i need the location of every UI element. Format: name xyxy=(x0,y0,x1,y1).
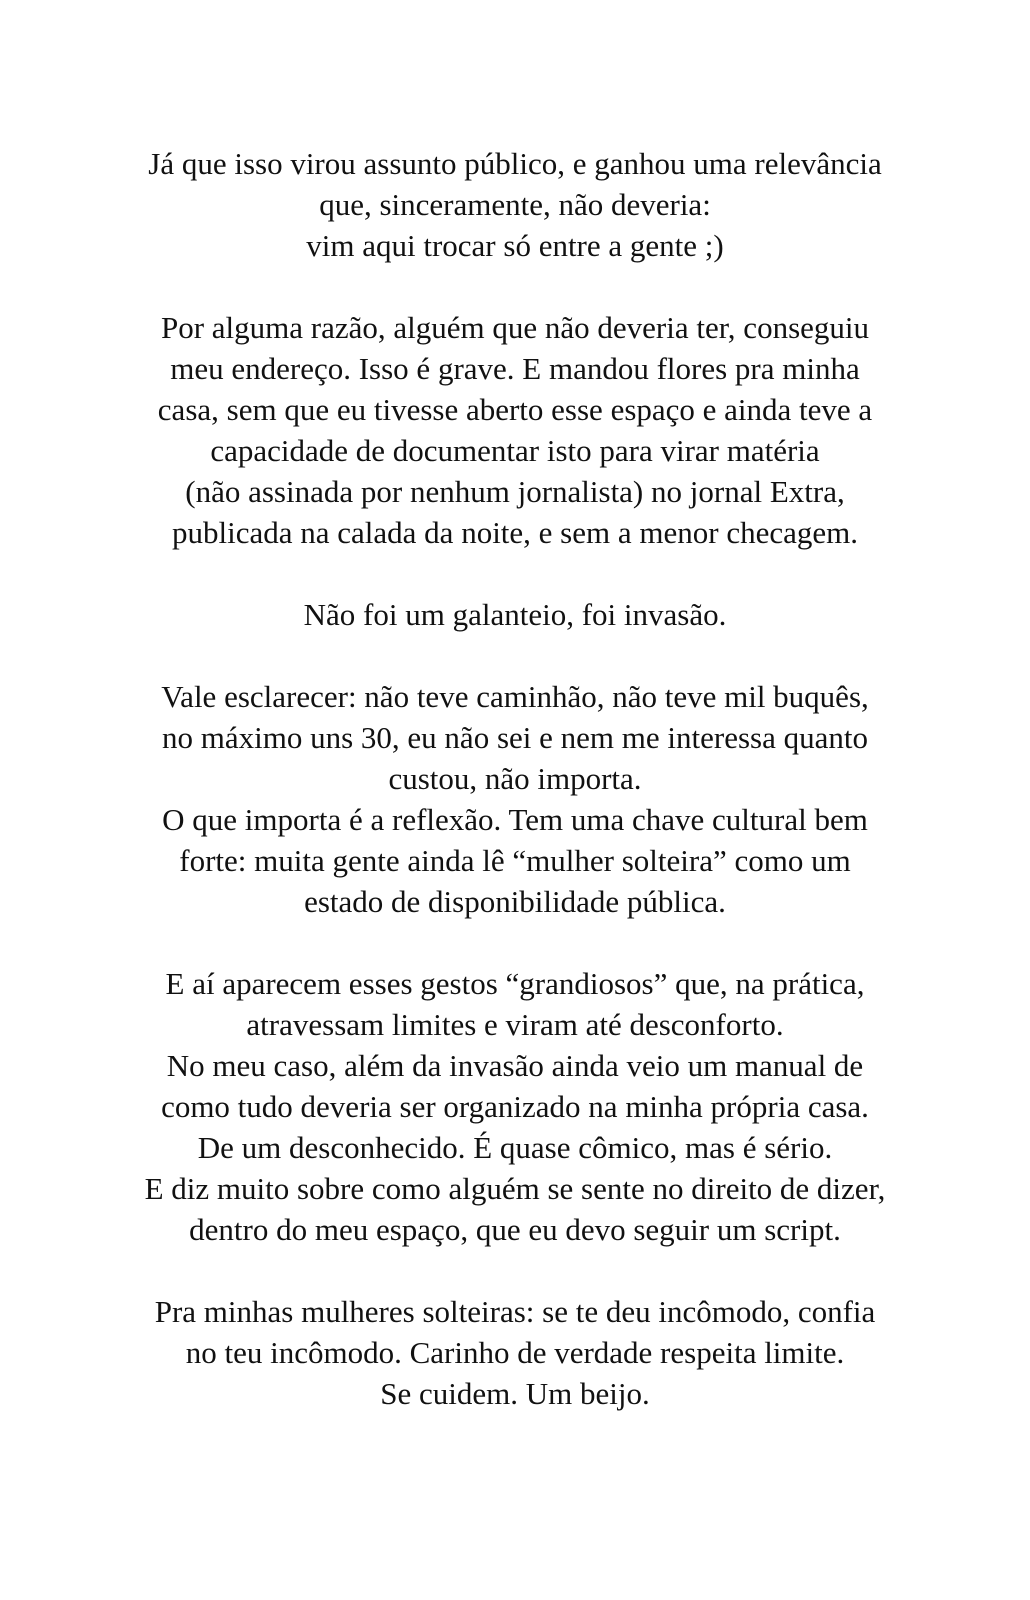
text-line: publicada na calada da noite, e sem a menor checagem. xyxy=(172,515,858,550)
paragraph-public-subject xyxy=(34,143,996,266)
story-text xyxy=(0,143,1030,1414)
text-line: vim aqui trocar só entre a gente ;) xyxy=(306,228,724,263)
paragraph-grand-gestures xyxy=(34,963,996,1250)
paragraph-invasion xyxy=(34,594,996,635)
text-line: (não assinada por nenhum jornalista) no jornal Extra, xyxy=(185,474,845,509)
text-line: capacidade de documentar isto para virar matéria xyxy=(210,433,820,468)
text-line: no máximo uns 30, eu não sei e nem me interessa quanto xyxy=(162,720,868,755)
text-line: atravessam limites e viram até desconforto. xyxy=(246,1007,784,1042)
paragraph-address-flowers xyxy=(34,307,996,553)
text-line: custou, não importa. xyxy=(388,761,642,796)
text-line: O que importa é a reflexão. Tem uma chave cultural bem xyxy=(162,802,868,837)
text-line: Pra minhas mulheres solteiras: se te deu incômodo, confia xyxy=(154,1294,876,1329)
text-line: Se cuidem. Um beijo. xyxy=(380,1376,650,1411)
text-line: meu endereço. Isso é grave. E mandou flores pra minha xyxy=(170,351,860,386)
text-line: no teu incômodo. Carinho de verdade respeita limite. xyxy=(185,1335,845,1370)
text-line: Vale esclarecer: não teve caminhão, não teve mil buquês, xyxy=(161,679,869,714)
text-line: No meu caso, além da invasão ainda veio um manual de xyxy=(166,1048,864,1083)
text-line: que, sinceramente, não deveria: xyxy=(319,187,711,222)
text-line: Por alguma razão, alguém que não deveria ter, conseguiu xyxy=(160,310,870,345)
paragraph-clarification xyxy=(34,676,996,922)
text-line: Já que isso virou assunto público, e ganhou uma relevância xyxy=(148,146,882,181)
text-line: forte: muita gente ainda lê “mulher solteira” como um xyxy=(179,843,851,878)
text-line: casa, sem que eu tivesse aberto esse espaço e ainda teve a xyxy=(157,392,873,427)
text-line: dentro do meu espaço, que eu devo seguir um script. xyxy=(189,1212,841,1247)
text-line: E aí aparecem esses gestos “grandiosos” que, na prática, xyxy=(165,966,865,1001)
text-line: estado de disponibilidade pública. xyxy=(304,884,726,919)
paragraph-closing xyxy=(34,1291,996,1414)
text-line: E diz muito sobre como alguém se sente no direito de dizer, xyxy=(144,1171,886,1206)
text-line: Não foi um galanteio, foi invasão. xyxy=(303,597,727,632)
text-line: De um desconhecido. É quase cômico, mas é sério. xyxy=(197,1130,833,1165)
text-line: como tudo deveria ser organizado na minha própria casa. xyxy=(161,1089,869,1124)
